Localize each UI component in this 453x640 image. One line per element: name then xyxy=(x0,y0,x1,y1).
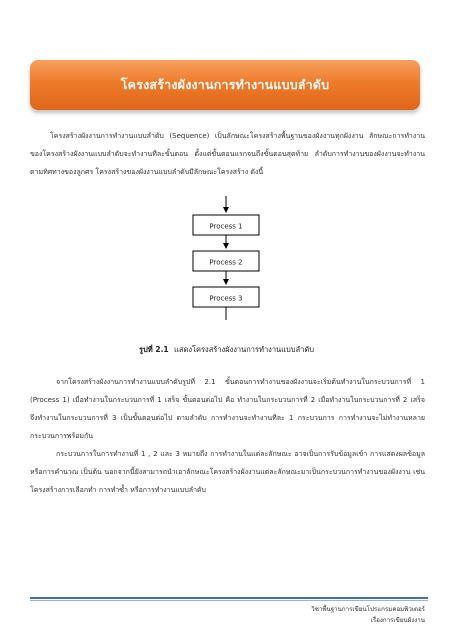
explanation-paragraph: จากโครงสร้างผังงานการทำงานแบบลำดับรูปที่ 2.1 ขั้นตอนการทำงานของผังงานจะเริ่มต้นทำงานในกระบวนการที่ 1 (Process 1) เมื่อทำงานในกระบวนการที่ 1 เสร็จ ขั้นตอนต่อไป คือ ทำงานในกระบวนการที่ 2 เมื่อทำงานในกระบวนการที่ 2 เสร็จ จึงทำงานในกระบวนการที่ 3 เป็นขั้นตอนต่อไป ตามลำดับ การทำงานจะทำงานทีละ 1 กระบวนการ การทำงานจะไม่ทำงานหลายกระบวนการพร้อมกัน xyxy=(30,378,425,440)
intro-paragraph: โครงสร้างผังงานการทำงานแบบลำดับ (Sequence) เป็นลักษณะโครงสร้างพื้นฐานของผังงานทุกผังงาน ลักษณะการทำงานของโครงสร้างผังงานแบบลำดับจะทำงานทีละขั้นตอน ตั้งแต่ขั้นตอนแรกจนถึงขั้นตอนสุดท้าย ลำดับการทำงานของผังงานจะทำงานตามทิศทางของลูกศร โครงสร้างของผังงานแบบลำดับมีลักษณะโครงสร้าง ดังนี้ xyxy=(30,132,425,176)
footer-course-name: วิชาพื้นฐานการเขียนโปรแกรมคอมพิวเตอร์ xyxy=(311,606,425,613)
footer-divider xyxy=(30,597,428,599)
process-label-2: Process 2 xyxy=(209,258,243,267)
details-paragraph: กระบวนการในการทำงานที่ 1 , 2 และ 3 หมายถึง การทำงานในแต่ละลักษณะ อาจเป็นการรับข้อมูลเข้า การแสดงผลข้อมูล หรือการคำนวณ เป็นต้น นอกจากนี้ยังสามารถนำเอาลักษณะโครงสร้างผังงานแต่ละลักษณะมาเป็นกระบวนการทำงานของผังงาน เช่น โครงสร้างการเลือกทำ การทำซ้ำ หรือการทำงานแบบลำดับ xyxy=(30,450,425,494)
footer-divider-thin xyxy=(30,600,428,601)
figure-caption xyxy=(0,344,453,356)
process-label-3: Process 3 xyxy=(209,294,243,303)
page-title: โครงสร้างผังงานการทำงานแบบลำดับ xyxy=(120,77,330,92)
title-banner xyxy=(30,60,420,110)
figure-caption-text: แสดงโครงสร้างผังงานการทำงานแบบลำดับ xyxy=(174,345,314,354)
footer-topic: เรื่องการเขียนผังงาน xyxy=(370,617,425,624)
footer xyxy=(311,604,425,626)
figure-number: รูปที่ 2.1 xyxy=(139,345,169,354)
process-label-1: Process 1 xyxy=(209,222,243,231)
sequence-flowchart xyxy=(0,190,453,320)
